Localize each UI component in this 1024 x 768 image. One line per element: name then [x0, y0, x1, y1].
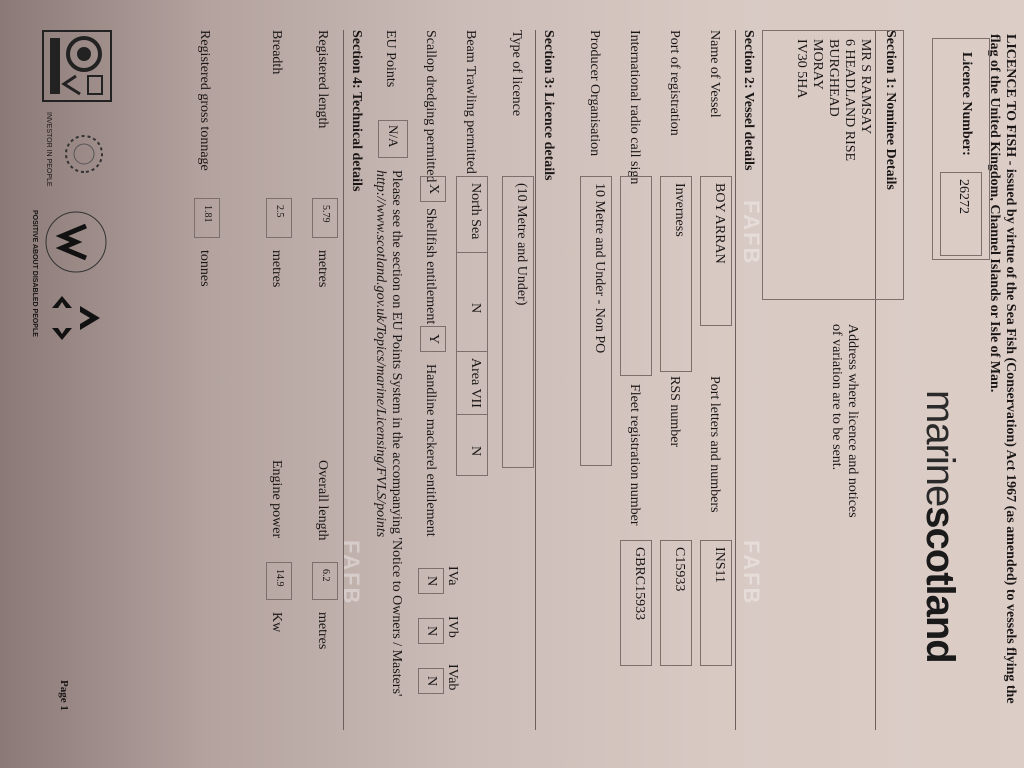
marine-scotland-logo: marinescotland — [918, 390, 962, 663]
zone-ivb-value: N — [424, 626, 439, 637]
address-line: MORAY — [810, 39, 825, 90]
scallop-dredging-checkbox — [420, 176, 446, 202]
licence-number-value: 26272 — [956, 179, 971, 214]
section2-rule — [735, 30, 736, 730]
section3-rule — [535, 30, 536, 730]
producer-organisation-field — [580, 176, 612, 466]
gross-tonnage-field — [194, 198, 220, 238]
registered-length-unit: metres — [315, 250, 330, 288]
vessel-name-label: Name of Vessel — [707, 30, 722, 118]
eu-points-field — [378, 120, 408, 158]
licence-type-field — [502, 176, 534, 468]
zone-label-ivb: IVb — [445, 616, 460, 638]
licence-title-line2: flag of the United Kingdom, Channel Islands or Isle of Man. — [987, 34, 1002, 393]
investor-in-people-logo — [55, 130, 108, 178]
engine-power-field — [266, 562, 292, 600]
address-line: 6 HEADLAND RISE — [842, 39, 857, 162]
registered-length-field — [312, 198, 338, 238]
address-block — [793, 39, 873, 161]
zone-ivab-value: N — [424, 676, 439, 687]
address-note-1: Address where licence and notices — [845, 324, 860, 518]
page-number: Page 1 — [58, 680, 70, 711]
beam-trawling-field — [456, 176, 488, 476]
fleet-registration-value: GBRC15933 — [632, 547, 647, 621]
overall-length-field — [312, 562, 338, 600]
engine-power-value: 14.9 — [274, 569, 285, 587]
overall-length-value: 6.2 — [320, 569, 331, 582]
producer-organisation-label: Producer Organisation — [587, 30, 602, 157]
address-line: IV30 5HA — [794, 39, 809, 99]
vessel-name-field — [700, 176, 732, 326]
watermark: FAFB — [339, 540, 364, 606]
port-registration-field — [660, 176, 692, 372]
overall-length-label: Overall length — [315, 460, 330, 541]
scallop-dredging-label: Scallop dredging permitted — [423, 30, 438, 183]
gross-tonnage-unit: tonnes — [197, 250, 212, 287]
zone-iva-value: N — [424, 576, 439, 587]
gross-tonnage-value: 1.81 — [202, 205, 213, 223]
address-line: MR S RAMSAY — [858, 39, 873, 135]
zone-label-ivab: IVab — [445, 664, 460, 691]
section1-heading: Section 1: Nominee Details — [883, 30, 898, 190]
licence-type-label: Type of licence — [509, 30, 524, 117]
gross-tonnage-label: Registered gross tonnage — [197, 30, 212, 171]
eu-points-value: N/A — [386, 125, 401, 148]
watermark: FAFB — [739, 200, 764, 266]
watermark: FAFB — [739, 540, 764, 606]
registered-length-value: 5.79 — [320, 205, 331, 223]
producer-organisation-value: 10 Metre and Under - Non PO — [592, 183, 607, 354]
licence-number-field — [940, 172, 982, 256]
fleet-registration-label: Fleet registration number — [627, 384, 642, 526]
address-line: BURGHEAD — [826, 39, 841, 117]
recycle-symbol — [46, 288, 106, 348]
port-registration-value: Inverness — [672, 183, 687, 237]
port-letters-value: INS11 — [712, 547, 727, 584]
vessel-name-value: BOY ARRAN — [712, 183, 727, 264]
breadth-label: Breadth — [269, 30, 284, 75]
beam-area2-value: N — [468, 445, 483, 457]
beam-area1: North Sea — [457, 177, 487, 253]
address-box — [762, 30, 904, 300]
disabled-people-caption: POSITIVE ABOUT DISABLED PEOPLE — [31, 210, 38, 337]
section4-rule — [343, 30, 344, 730]
section3-heading: Section 3: Licence details — [541, 30, 556, 181]
registered-length-label: Registered length — [315, 30, 330, 129]
radio-call-sign-label: International radio call sign — [627, 30, 642, 185]
radio-call-sign-value — [643, 177, 651, 375]
recycle-icon — [41, 288, 106, 348]
shellfish-label: Shellfish entitlement — [423, 208, 438, 325]
radio-call-sign-field — [620, 176, 652, 376]
iip-wreath-icon — [60, 130, 108, 178]
zone-ivab-checkbox — [418, 668, 444, 694]
engine-power-label: Engine power — [269, 460, 284, 539]
port-letters-label: Port letters and numbers — [707, 376, 722, 513]
eu-points-link: http://www.scotland.gov.uk/Topics/marine/Licensing/FVLS/points — [373, 170, 388, 538]
scallop-dredging-value: X — [426, 184, 441, 195]
port-letters-field — [700, 540, 732, 666]
disabled-people-icon — [40, 206, 112, 278]
zone-label-iva: IVa — [445, 566, 460, 586]
licence-title: LICENCE TO FISH - issued by virtue of the Sea Fish (Conservation) Act 1967 (as amended) to vessels flying the — [1003, 34, 1018, 704]
licence-number-label: Licence Number: — [959, 52, 974, 156]
positive-about-disabled-people-logo — [35, 206, 112, 278]
beam-trawling-label: Beam Trawling permitted — [463, 30, 478, 174]
port-registration-label: Port of registration — [667, 30, 682, 136]
rss-number-label: RSS number — [667, 376, 682, 448]
licence-type-value: (10 Metre and Under) — [514, 183, 529, 306]
rss-number-field — [660, 540, 692, 666]
eu-points-label: EU Points — [383, 30, 398, 88]
engine-power-unit: Kw — [269, 612, 284, 633]
breadth-field — [266, 198, 292, 238]
breadth-value: 2.5 — [274, 205, 285, 218]
eu-points-note: Please see the section on EU Points System in the accompanying 'Notice to Owners / Masters' — [389, 170, 404, 697]
beam-area1-value: N — [468, 302, 483, 314]
zone-iva-checkbox — [418, 568, 444, 594]
shellfish-checkbox — [420, 326, 446, 352]
section4-heading: Section 4: Technical details — [349, 30, 364, 192]
breadth-unit: metres — [269, 250, 284, 288]
section2-heading: Section 2: Vessel details — [741, 30, 756, 171]
fleet-registration-field — [620, 540, 652, 666]
handline-label: Handline mackerel entitlement — [423, 364, 438, 537]
iso-logo-graphic — [44, 32, 110, 100]
shellfish-value: Y — [426, 334, 441, 345]
zone-ivb-checkbox — [418, 618, 444, 644]
rss-number-value: C15933 — [672, 547, 687, 592]
beam-area2: Area VII — [457, 351, 487, 415]
iso-logo — [42, 30, 112, 102]
address-note-2: of variation are to be sent. — [829, 324, 844, 471]
iip-caption: INVESTOR IN PEOPLE — [45, 112, 52, 187]
overall-length-unit: metres — [315, 612, 330, 650]
